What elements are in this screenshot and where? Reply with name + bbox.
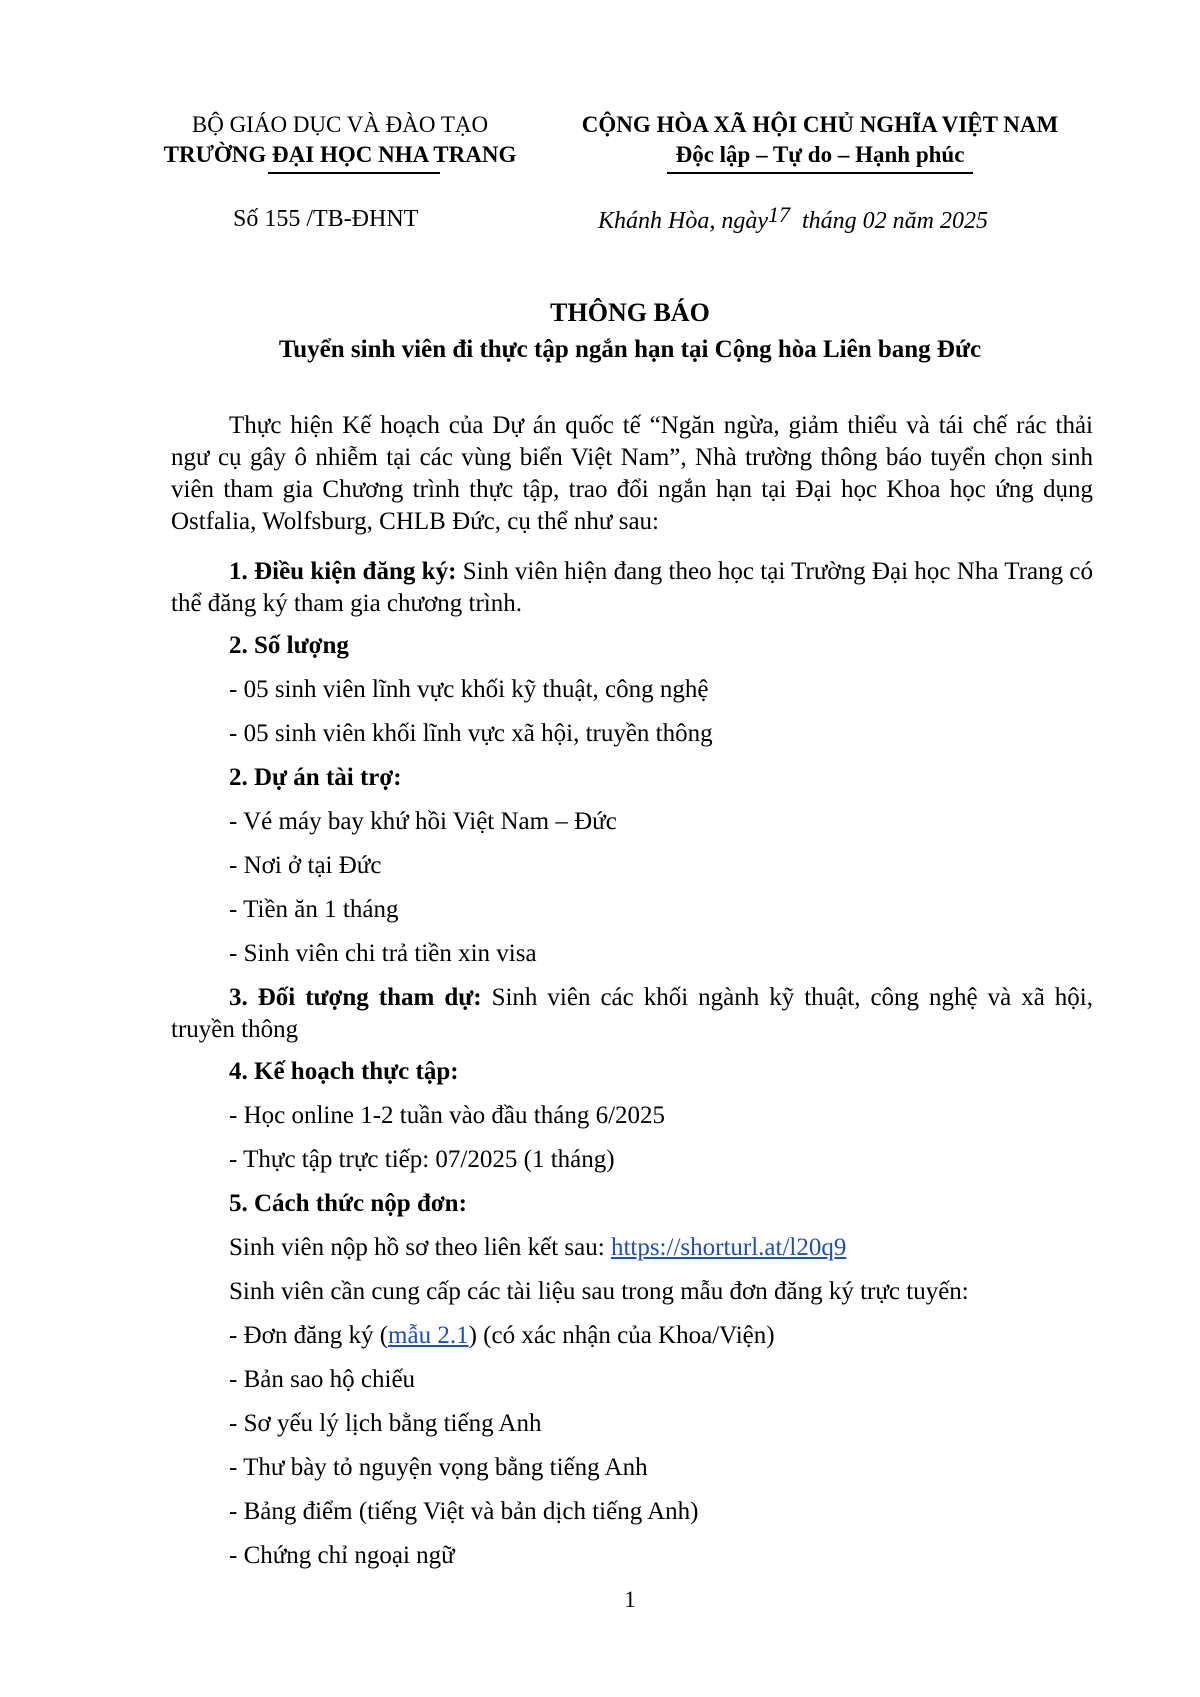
motto-underline xyxy=(667,172,973,174)
target-heading: 3. Đối tượng tham dự: xyxy=(229,984,482,1011)
plan-item: - Học online 1-2 tuần vào đầu tháng 6/2025 xyxy=(229,1102,666,1129)
sponsor-item: - Sinh viên chi trả tiền xin visa xyxy=(229,940,537,967)
page-number: 1 xyxy=(624,1587,636,1612)
place-date-suffix: tháng 02 năm 2025 xyxy=(802,208,988,234)
target-text: Sinh viên các khối ngành kỹ thuật, công nghệ và xã hội, truyền thông xyxy=(171,984,1094,1043)
intro-paragraph xyxy=(171,410,1093,538)
quantity-item: - 05 sinh viên khối lĩnh vực xã hội, truyền thông xyxy=(229,720,713,747)
apply-link-prefix: Sinh viên nộp hồ sơ theo liên kết sau: xyxy=(229,1234,611,1261)
application-link[interactable]: https://shorturl.at/l20q9 xyxy=(610,1234,847,1261)
form-template-link[interactable]: mẫu 2.1 xyxy=(388,1322,469,1349)
national-motto: Độc lập – Tự do – Hạnh phúc xyxy=(675,142,965,167)
university-name: TRƯỜNG ĐẠI HỌC NHA TRANG xyxy=(163,142,517,167)
target-paragraph xyxy=(171,982,1093,1046)
intro-text: Thực hiện Kế hoạch của Dự án quốc tế “Ngăn ngừa, giảm thiểu và tái chế rác thải ngư cụ gây ô nhiễm tại các vùng biển Việt Nam”, Nhà trường thông báo tuyển chọn sinh viên tham gia Chương trình thực tập, trao đổi ngắn hạn tại Đại học Khoa học ứng dụng Ostfalia, Wolfsburg, CHLB Đức, cụ thể như sau: xyxy=(171,412,1093,535)
date-day: 17 xyxy=(768,202,790,227)
quantity-item: - 05 sinh viên lĩnh vực khối kỹ thuật, công nghệ xyxy=(229,676,709,703)
place-date xyxy=(598,202,988,235)
document-title: THÔNG BÁO xyxy=(550,298,710,327)
document-subtitle: Tuyển sinh viên đi thực tập ngắn hạn tại Cộng hòa Liên bang Đức xyxy=(278,336,982,363)
ministry-name: BỘ GIÁO DỤC VÀ ĐÀO TẠO xyxy=(191,112,489,137)
doc-item: - Sơ yếu lý lịch bằng tiếng Anh xyxy=(229,1410,542,1437)
doc-item: - Thư bày tỏ nguyện vọng bằng tiếng Anh xyxy=(229,1454,648,1481)
apply-heading: 5. Cách thức nộp đơn: xyxy=(229,1190,467,1217)
eligibility-heading: 1. Điều kiện đăng ký: xyxy=(229,558,457,585)
sponsor-item: - Nơi ở tại Đức xyxy=(229,852,382,879)
plan-heading: 4. Kế hoạch thực tập: xyxy=(229,1058,459,1085)
apply-link-line xyxy=(229,1234,846,1262)
doc-item: - Bảng điểm (tiếng Việt và bản dịch tiếng Anh) xyxy=(229,1498,699,1525)
form-suffix: ) (có xác nhận của Khoa/Viện) xyxy=(468,1322,775,1349)
university-underline xyxy=(268,172,440,174)
country-name: CỘNG HÒA XÃ HỘI CHỦ NGHĨA VIỆT NAM xyxy=(581,112,1059,137)
eligibility-text: Sinh viên hiện đang theo học tại Trường Đại học Nha Trang có thể đăng ký tham gia chương trình. xyxy=(171,558,1094,617)
sponsor-heading: 2. Dự án tài trợ: xyxy=(229,764,402,791)
sponsor-item: - Tiền ăn 1 tháng xyxy=(229,896,399,923)
plan-item: - Thực tập trực tiếp: 07/2025 (1 tháng) xyxy=(229,1146,615,1173)
eligibility-paragraph xyxy=(171,556,1093,620)
place-date-prefix: Khánh Hòa, ngày xyxy=(598,208,768,234)
quantity-heading: 2. Số lượng xyxy=(229,632,349,659)
form-item xyxy=(229,1322,775,1350)
apply-docs-intro: Sinh viên cần cung cấp các tài liệu sau trong mẫu đơn đăng ký trực tuyến: xyxy=(229,1278,969,1305)
doc-item: - Bản sao hộ chiếu xyxy=(229,1366,416,1393)
form-prefix: - Đơn đăng ký ( xyxy=(229,1322,389,1349)
sponsor-item: - Vé máy bay khứ hồi Việt Nam – Đức xyxy=(229,808,617,835)
document-number: Số 155 /TB-ĐHNT xyxy=(233,206,419,232)
doc-item: - Chứng chỉ ngoại ngữ xyxy=(229,1542,455,1569)
